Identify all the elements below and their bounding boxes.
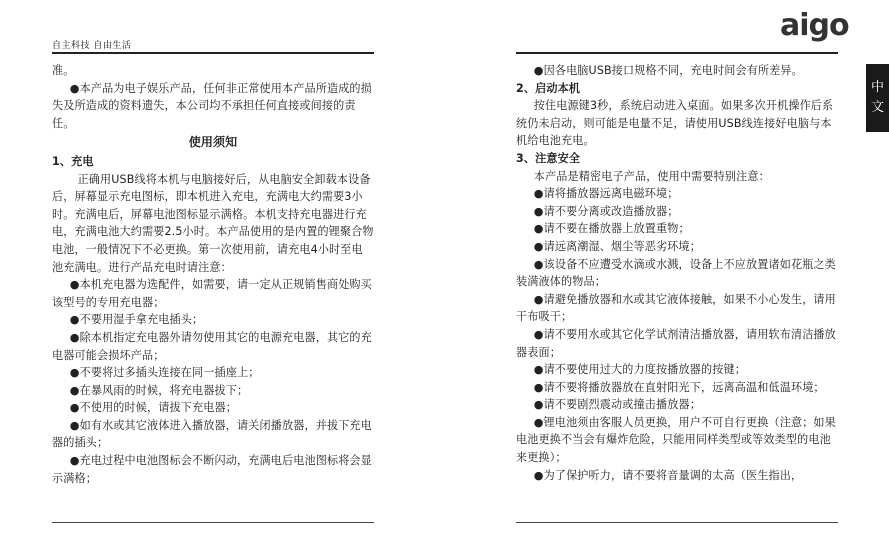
lang-tab-char-1: 中 bbox=[870, 80, 884, 95]
left-footer-rule bbox=[52, 522, 374, 523]
disclaimer-paragraph: ●本产品为电子娱乐产品，任何非正常使用本产品所造成的损失及所造成的资料遗失，本公司均不承担任何直接或间接的责任。 bbox=[52, 81, 372, 130]
startup-paragraph: 按住电源键3秒，系统启动进入桌面。如果多次开机操作后系统仍未启动，则可能是电量不足，请使用USB线连接好电脑与本机给电池充电。 bbox=[516, 99, 834, 148]
header-slogan: 自主科技 自由生活 bbox=[52, 41, 132, 51]
charging-paragraph: 正确用USB线将本机与电脑接好后，从电脑安全卸载本设备后，屏幕显示充电图标，即本机进入充电，充满电大约需要3小时。充满电后，屏幕电池图标显示满格。本机支持充电器进行充电，充满电池大约需要2.5小时。本产品使用的是内置的锂聚合物电池，一般情况下不必更换。第一次使用前，请充电4小时至电池充满电。进行产品充电时请注意： bbox=[52, 172, 374, 274]
list-item: ●请不要剧烈震动或撞击播放器； bbox=[533, 398, 701, 412]
list-item: ●请避免播放器和水或其它液体接触，如果不小心发生，请用干布吸干； bbox=[516, 292, 836, 324]
list-item: ●不要将过多插头连接在同一插座上； bbox=[69, 366, 260, 380]
list-item: ●不要用湿手拿充电插头； bbox=[69, 313, 204, 327]
list-item: ●请不要使用过大的力度按播放器的按键； bbox=[533, 363, 746, 377]
section-title: 使用须知 bbox=[188, 135, 238, 150]
list-item: ●请将播放器远离电磁环境； bbox=[533, 187, 679, 201]
list-item: ●因各电脑USB接口规格不同，充电时间会有所差异。 bbox=[533, 64, 803, 77]
language-tab bbox=[866, 64, 889, 132]
heading-charging: 1、充电 bbox=[52, 154, 94, 168]
aigo-logo: aigo bbox=[780, 8, 849, 43]
list-item: ●请不要用水或其它化学试剂清洁播放器，请用软布清洁播放器表面； bbox=[516, 327, 836, 359]
list-item: ●该设备不应遭受水滴或水溅，设备上不应放置诸如花瓶之类装满液体的物品； bbox=[516, 257, 836, 289]
right-column bbox=[516, 62, 838, 484]
lang-tab-char-2: 文 bbox=[870, 100, 884, 115]
list-item: ●充电过程中电池图标会不断闪动，充满电后电池图标将会显示满格； bbox=[52, 454, 372, 485]
right-header-rule bbox=[516, 52, 838, 54]
list-item: ●在暴风雨的时候，将充电器拔下； bbox=[69, 383, 249, 397]
list-item: ●如有水或其它液体进入播放器，请关闭播放器，并拔下充电器的插头； bbox=[52, 418, 372, 450]
list-item: ●除本机指定充电器外请勿使用其它的电源充电器，其它的充电器可能会损坏产品； bbox=[52, 330, 372, 362]
left-header-rule bbox=[52, 52, 374, 54]
right-footer-rule bbox=[516, 522, 838, 523]
list-item: ●请不要将播放器放在直射阳光下，远离高温和低温环境； bbox=[533, 380, 825, 394]
list-item: ●锂电池须由客服人员更换，用户不可自行更换（注意；如果电池更换不当会有爆炸危险，只能用同样类型或等效类型的电池来更换）； bbox=[516, 415, 836, 465]
list-item: ●为了保护听力，请不要将音量调的太高（医生指出， bbox=[533, 468, 803, 482]
list-item: ●请不要分离或改造播放器； bbox=[533, 204, 679, 218]
heading-startup: 2、启动本机 bbox=[516, 81, 581, 95]
safety-intro: 本产品是精密电子产品，使用中需要特别注意： bbox=[533, 169, 770, 183]
heading-safety: 3、注意安全 bbox=[516, 151, 581, 165]
list-item: ●请不要在播放器上放置重物； bbox=[533, 222, 690, 236]
list-item: ●不使用的时候，请拔下充电器； bbox=[69, 401, 237, 415]
list-item: ●请远离潮湿、烟尘等恶劣环境； bbox=[533, 239, 701, 253]
list-item: ●本机充电器为选配件，如需要，请一定从正规销售商处购买该型号的专用充电器； bbox=[52, 278, 372, 309]
left-column bbox=[52, 62, 374, 487]
paragraph: 准。 bbox=[52, 64, 75, 77]
